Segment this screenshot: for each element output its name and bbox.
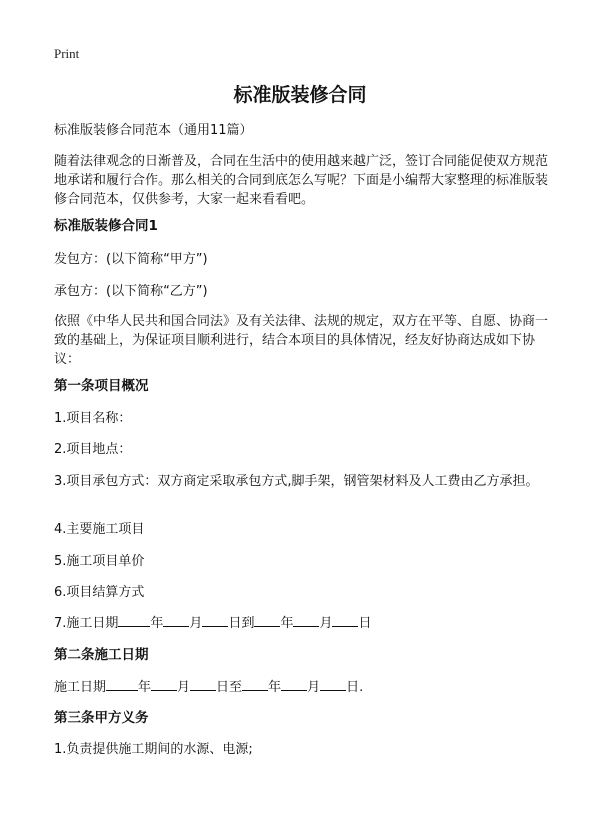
year-label: 年 bbox=[280, 616, 294, 631]
project-name-item: 1.项目名称： bbox=[54, 411, 132, 426]
water-power-item: 1.负责提供施工期间的水源、电源; bbox=[54, 742, 253, 757]
blank-line[interactable] bbox=[190, 678, 216, 691]
blank-line[interactable] bbox=[106, 678, 138, 691]
month-label: 月 bbox=[177, 680, 191, 695]
year-label: 年 bbox=[150, 616, 164, 631]
month-label: 月 bbox=[189, 616, 203, 631]
blank-line[interactable] bbox=[242, 678, 268, 691]
construction-date-item bbox=[54, 614, 554, 633]
unit-price-item: 5.施工项目单价 bbox=[54, 554, 145, 569]
blank-line[interactable] bbox=[163, 614, 189, 627]
article3-heading: 第三条甲方义务 bbox=[54, 710, 149, 726]
document-subtitle: 标准版装修合同范本（通用11篇） bbox=[54, 123, 253, 138]
contract-method-item: 3.项目承包方式：双方商定采取承包方式,脚手架，钢管架材料及人工费由乙方承担。 bbox=[54, 474, 539, 489]
day-label: 日到 bbox=[228, 616, 255, 631]
print-link[interactable]: Print bbox=[54, 46, 80, 61]
date-prefix: 7.施工日期 bbox=[54, 616, 119, 631]
blank-line[interactable] bbox=[151, 678, 177, 691]
day-label: 日至 bbox=[216, 680, 243, 695]
year-label: 年 bbox=[138, 680, 152, 695]
day-label: 日 bbox=[358, 616, 372, 631]
construction-period-line bbox=[54, 678, 554, 697]
section-heading: 标准版装修合同1 bbox=[54, 218, 158, 234]
project-location-item: 2.项目地点： bbox=[54, 442, 132, 457]
main-works-item: 4.主要施工项目 bbox=[54, 522, 145, 537]
month-label: 月 bbox=[319, 616, 333, 631]
date-prefix: 施工日期 bbox=[54, 680, 107, 695]
blank-line[interactable] bbox=[320, 678, 346, 691]
article2-heading: 第二条施工日期 bbox=[54, 647, 149, 663]
preamble-paragraph: 依照《中华人民共和国合同法》及有关法律、法规的规定，双方在平等、自愿、协商一致的基础上，为保证项目顺利进行，结合本项目的具体情况，经友好协商达成如下协议： bbox=[54, 314, 549, 367]
intro-paragraph: 随着法律观念的日渐普及，合同在生活中的使用越来越广泛，签订合同能促使双方规范地承诺和履行合作。那么相关的合同到底怎么写呢？下面是小编帮大家整理的标准版装修合同范本，仅供参考，大家一起来看看吧。 bbox=[54, 154, 549, 207]
year-label: 年 bbox=[268, 680, 282, 695]
blank-line[interactable] bbox=[293, 614, 319, 627]
article1-heading: 第一条项目概况 bbox=[54, 378, 149, 394]
blank-line[interactable] bbox=[118, 614, 150, 627]
blank-line[interactable] bbox=[202, 614, 228, 627]
blank-line[interactable] bbox=[281, 678, 307, 691]
month-label: 月 bbox=[307, 680, 321, 695]
day-label: 日. bbox=[346, 680, 364, 695]
settlement-item: 6.项目结算方式 bbox=[54, 585, 145, 600]
blank-line[interactable] bbox=[332, 614, 358, 627]
party-b-line: 承包方：(以下简称“乙方”) bbox=[54, 284, 208, 299]
document-title: 标准版装修合同 bbox=[233, 84, 367, 106]
blank-line[interactable] bbox=[254, 614, 280, 627]
party-a-line: 发包方：(以下简称“甲方”) bbox=[54, 252, 208, 267]
